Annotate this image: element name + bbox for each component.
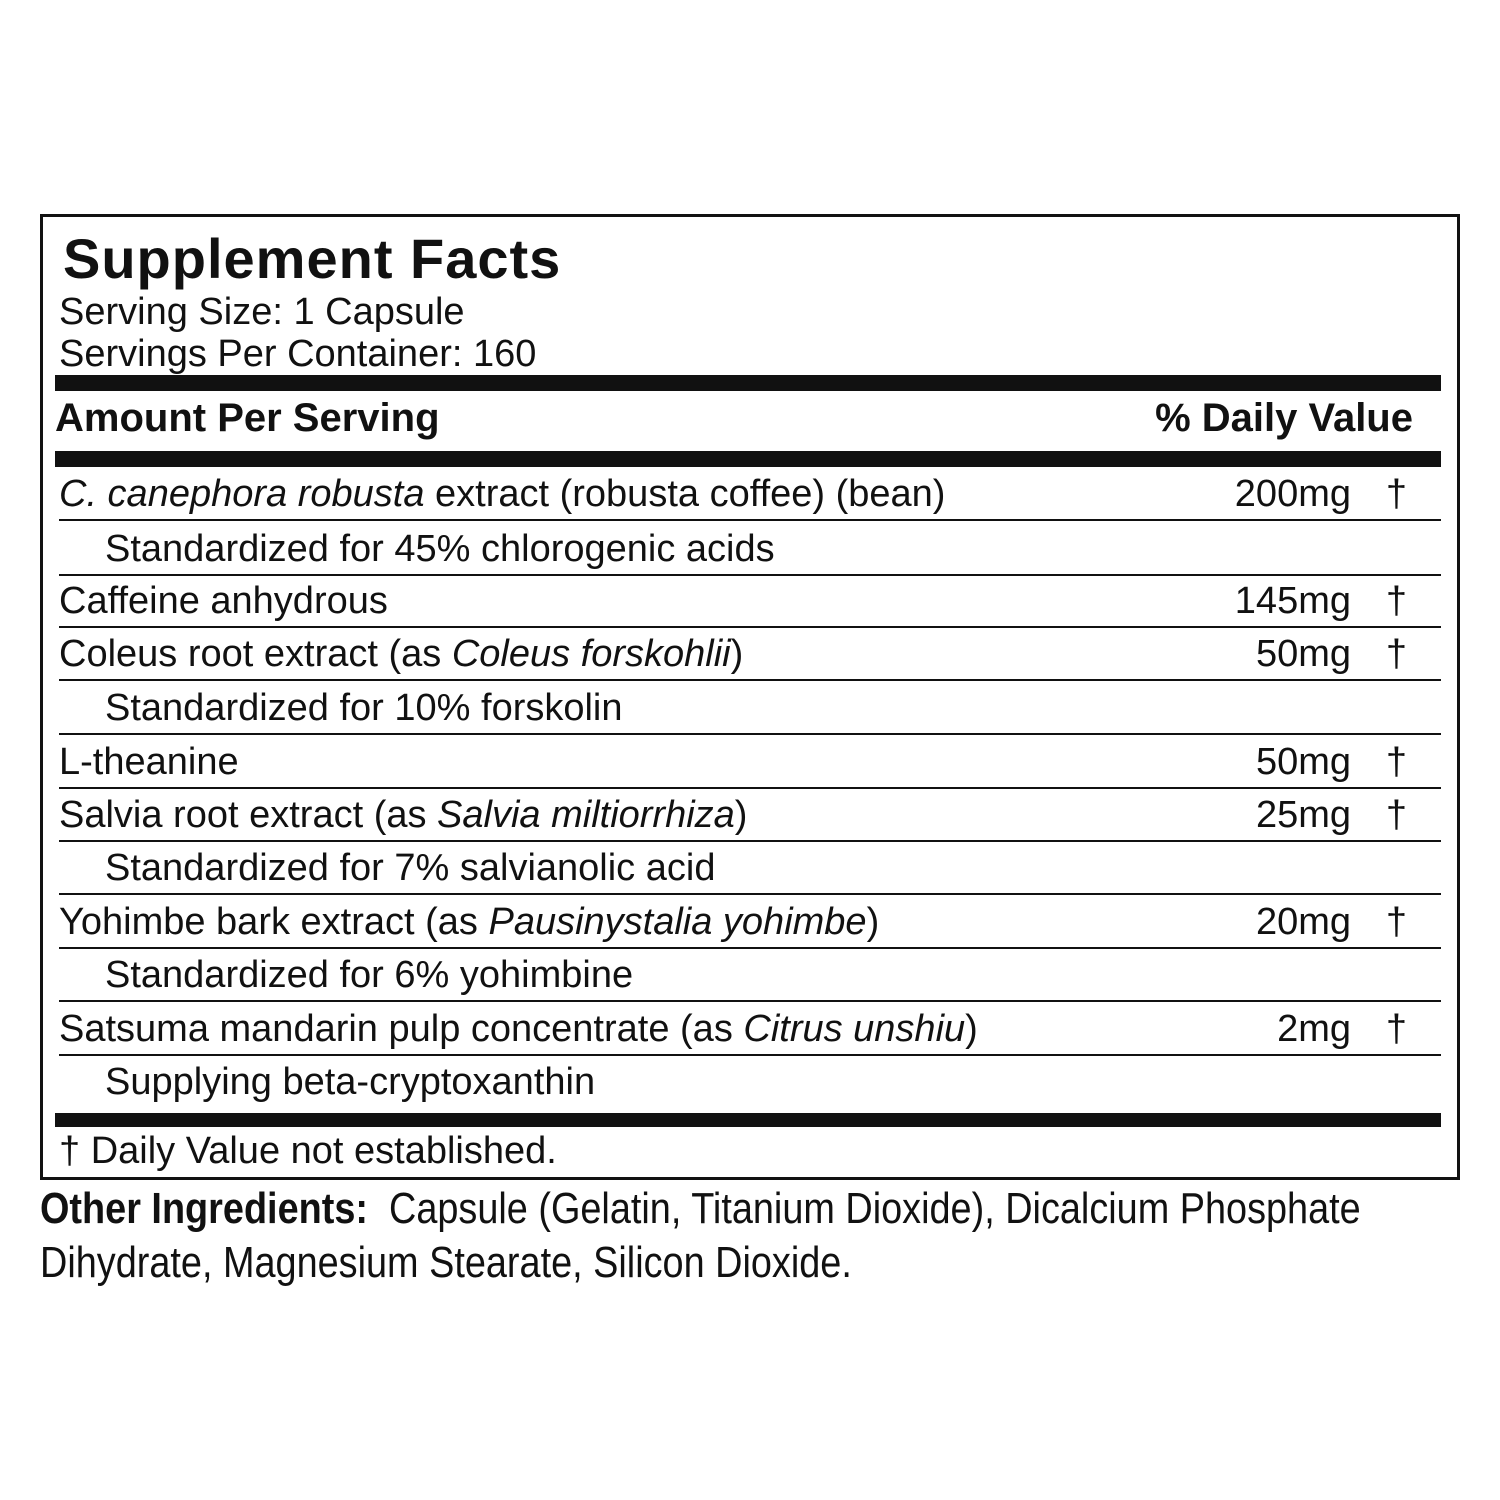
row-rule (59, 1000, 1441, 1002)
daily-value-footnote: † Daily Value not established. (59, 1130, 557, 1172)
supplement-facts-panel (40, 214, 1460, 1180)
row-rule (59, 893, 1441, 895)
ingredient-name: L-theanine (59, 741, 239, 783)
dagger-mark: † (1385, 580, 1407, 622)
ingredient-name: Caffeine anhydrous (59, 580, 388, 622)
ingredient-row (59, 576, 1441, 628)
ingredient-amount: 50mg (1255, 741, 1351, 783)
ingredient-row (59, 469, 1441, 521)
row-rule (59, 519, 1441, 521)
dagger-mark: † (1385, 794, 1407, 836)
ingredient-amount: 145mg (1234, 580, 1351, 622)
row-rule (59, 787, 1441, 789)
ingredient-amount: 2mg (1277, 1008, 1351, 1050)
row-rule (59, 626, 1441, 628)
ingredient-name: C. canephora robusta extract (robusta coffee) (bean) (59, 473, 946, 515)
row-rule (59, 733, 1441, 735)
ingredient-subrow (59, 843, 1441, 895)
dagger-mark: † (1385, 633, 1407, 675)
serving-size: Serving Size: 1 Capsule (59, 291, 465, 333)
ingredient-subrow (59, 950, 1441, 1002)
ingredient-row (59, 737, 1441, 789)
ingredient-subrow (59, 683, 1441, 735)
panel-title: Supplement Facts (63, 227, 562, 290)
row-rule (59, 947, 1441, 949)
ingredient-name: Satsuma mandarin pulp concentrate (as Citrus unshiu) (59, 1008, 978, 1050)
ingredient-row (59, 629, 1441, 681)
dagger-mark: † (1385, 901, 1407, 943)
thick-divider-bottom (55, 1113, 1441, 1127)
thick-divider-mid (55, 451, 1441, 467)
amount-per-serving-header: Amount Per Serving (55, 396, 440, 440)
row-rule (59, 679, 1441, 681)
dagger-mark: † (1385, 1008, 1407, 1050)
ingredient-name: Salvia root extract (as Salvia miltiorrhiza) (59, 794, 748, 836)
standardization-note: Standardized for 6% yohimbine (105, 954, 634, 996)
daily-value-header: % Daily Value (1155, 396, 1413, 440)
ingredient-row (59, 897, 1441, 949)
ingredient-amount: 25mg (1255, 794, 1351, 836)
standardization-note: Supplying beta-cryptoxanthin (105, 1061, 596, 1103)
dagger-mark: † (1385, 473, 1407, 515)
ingredient-subrow (59, 524, 1441, 576)
row-rule (59, 840, 1441, 842)
standardization-note: Standardized for 7% salvianolic acid (105, 847, 716, 889)
standardization-note: Standardized for 45% chlorogenic acids (105, 528, 775, 570)
standardization-note: Standardized for 10% forskolin (105, 687, 623, 729)
ingredient-row (59, 790, 1441, 842)
servings-per-container: Servings Per Container: 160 (59, 333, 537, 375)
other-ingredients-label: Other Ingredients: (40, 1184, 368, 1233)
ingredient-row (59, 1004, 1441, 1056)
thick-divider-top (55, 375, 1441, 391)
other-ingredients (40, 1182, 1433, 1290)
ingredient-name: Coleus root extract (as Coleus forskohlii) (59, 633, 744, 675)
ingredient-amount: 50mg (1255, 633, 1351, 675)
ingredient-subrow (59, 1057, 1441, 1109)
dagger-mark: † (1385, 741, 1407, 783)
other-ingredients-text: Capsule (Gelatin, Titanium Dioxide), Dicalcium Phosphate Dihydrate, Magnesium Stearate, Silicon Dioxide. (40, 1184, 1361, 1287)
ingredient-amount: 20mg (1255, 901, 1351, 943)
ingredient-name: Yohimbe bark extract (as Pausinystalia yohimbe) (59, 901, 880, 943)
ingredient-amount: 200mg (1234, 473, 1351, 515)
row-rule (59, 1054, 1441, 1056)
